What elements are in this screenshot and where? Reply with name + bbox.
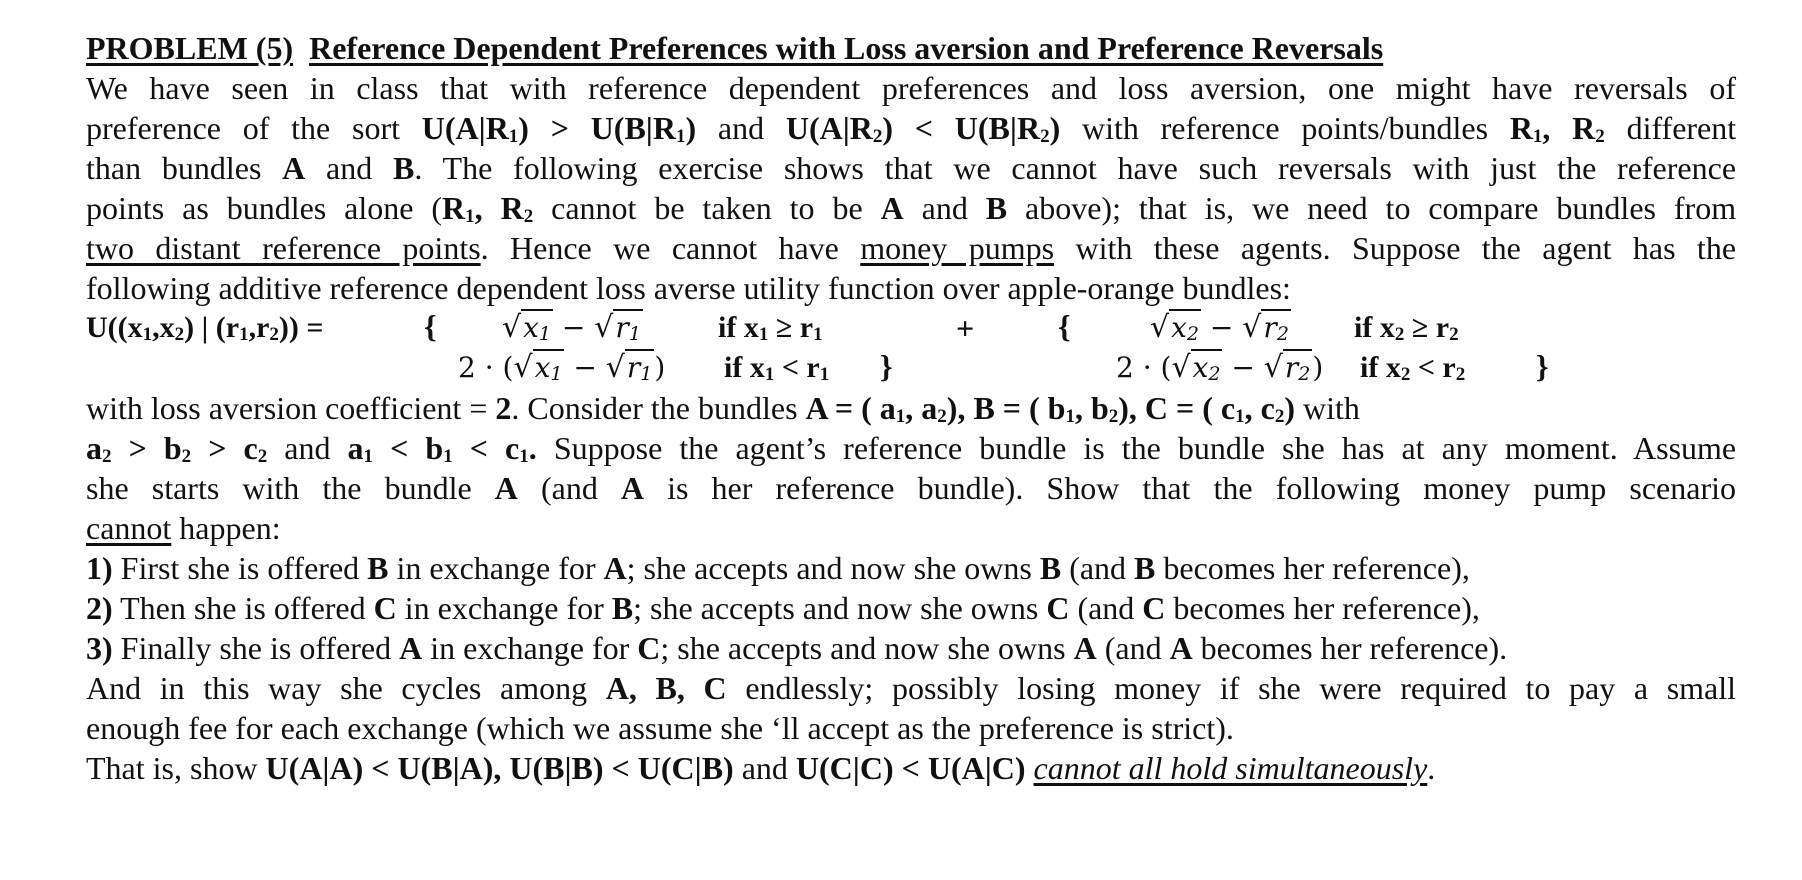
utility-lhs: $U((x_1,x_2)$ | $(r_1,r_2)$) = (86, 311, 324, 345)
intro-line-6: following additive reference dependent loss averse utility function over apple-orange bundles: (86, 270, 1291, 306)
loss-expr-1: $2 \cdot (√x_1 - √r_1)$ (458, 350, 666, 385)
step-3: 3) Finally she is offered A in exchange for C; she accepts and now she owns A (and A becomes her reference). (86, 630, 1508, 666)
cond-loss-2: if $x_2 < r_2$ (1360, 351, 1466, 385)
emphasis-cannot-hold: cannot all hold simultaneously (1033, 750, 1428, 786)
brace-close-2: } (1536, 348, 1549, 384)
body-line-9: $a_2 > b_2 > c_2$ and $a_1 < b_1 < c_1$. Suppose the agent’s reference bundle is the bundle she has at any moment. Assume (86, 430, 1737, 467)
closing-line-16: enough fee for each exchange (which we assume she ‘ll accept as the preference is strict). (86, 710, 1234, 746)
gain-expr-1: $√x_1 - √r_1$ (502, 310, 641, 345)
intro-line-3: than bundles A and B. The following exercise shows that we cannot have such reversals with just the reference (86, 150, 1737, 186)
brace-open-1: { (424, 308, 437, 344)
intro-line-1: We have seen in class that with reference dependent preferences and loss aversion, one might have reversals of (86, 70, 1736, 106)
problem-label: PROBLEM (5) (86, 30, 294, 66)
closing-line-15: And in this way she cycles among A, B, C endlessly; possibly losing money if she were required to pay a small (86, 670, 1737, 706)
brace-close-1: } (880, 348, 893, 384)
problem-heading: Reference Dependent Preferences with Loss aversion and Preference Reversals (309, 30, 1384, 66)
loss-expr-2: $2 \cdot (√x_2 - √r_2)$ (1116, 350, 1324, 385)
cond-loss-1: if $x_1 < r_1$ (724, 351, 830, 385)
plus-sign: + (956, 310, 975, 346)
body-line-10: she starts with the bundle A (and A is her reference bundle). Show that the following money pump scenario (86, 470, 1736, 506)
closing-line-17: That is, show U(A|A) < U(B|A), U(B|B) < U(C|B) and U(C|C) < U(A|C) cannot all hold simultaneously. (86, 750, 1436, 786)
cond-gain-2: if $x_2 \ge r_2$ (1354, 311, 1459, 345)
step-1: 1) First she is offered B in exchange for A; she accepts and now she owns B (and B becomes her reference), (86, 550, 1470, 586)
intro-line-5: two distant reference points. Hence we cannot have money pumps with these agents. Suppose the agent has the (86, 230, 1737, 266)
step-2: 2) Then she is offered C in exchange for B; she accepts and now she owns C (and C becomes her reference), (86, 590, 1480, 626)
cond-gain-1: if $x_1 \ge r_1$ (718, 311, 823, 345)
problem-title (86, 28, 1736, 68)
gain-expr-2: $√x_2 - √r_2$ (1150, 310, 1289, 345)
body-line-11: cannot happen: (86, 510, 281, 546)
intro-line-2: preference of the sort $U(A|R_1) > U(B|R_1)$ and $U(A|R_2) < U(B|R_2)$ with reference points/bundles $R_1$, $R_2$ different (86, 110, 1737, 147)
body-line-8: with loss aversion coefficient = 2. Consider the bundles A = ( $a_1$, $a_2$), B = ( $b_1$, $b_2$), C = ( $c_1$, $c_2$) with (86, 390, 1360, 427)
intro-line-4: points as bundles alone ($R_1$, $R_2$ cannot be taken to be A and B above); that is, we need to compare bundles from (86, 190, 1737, 227)
brace-open-2: { (1058, 308, 1071, 344)
